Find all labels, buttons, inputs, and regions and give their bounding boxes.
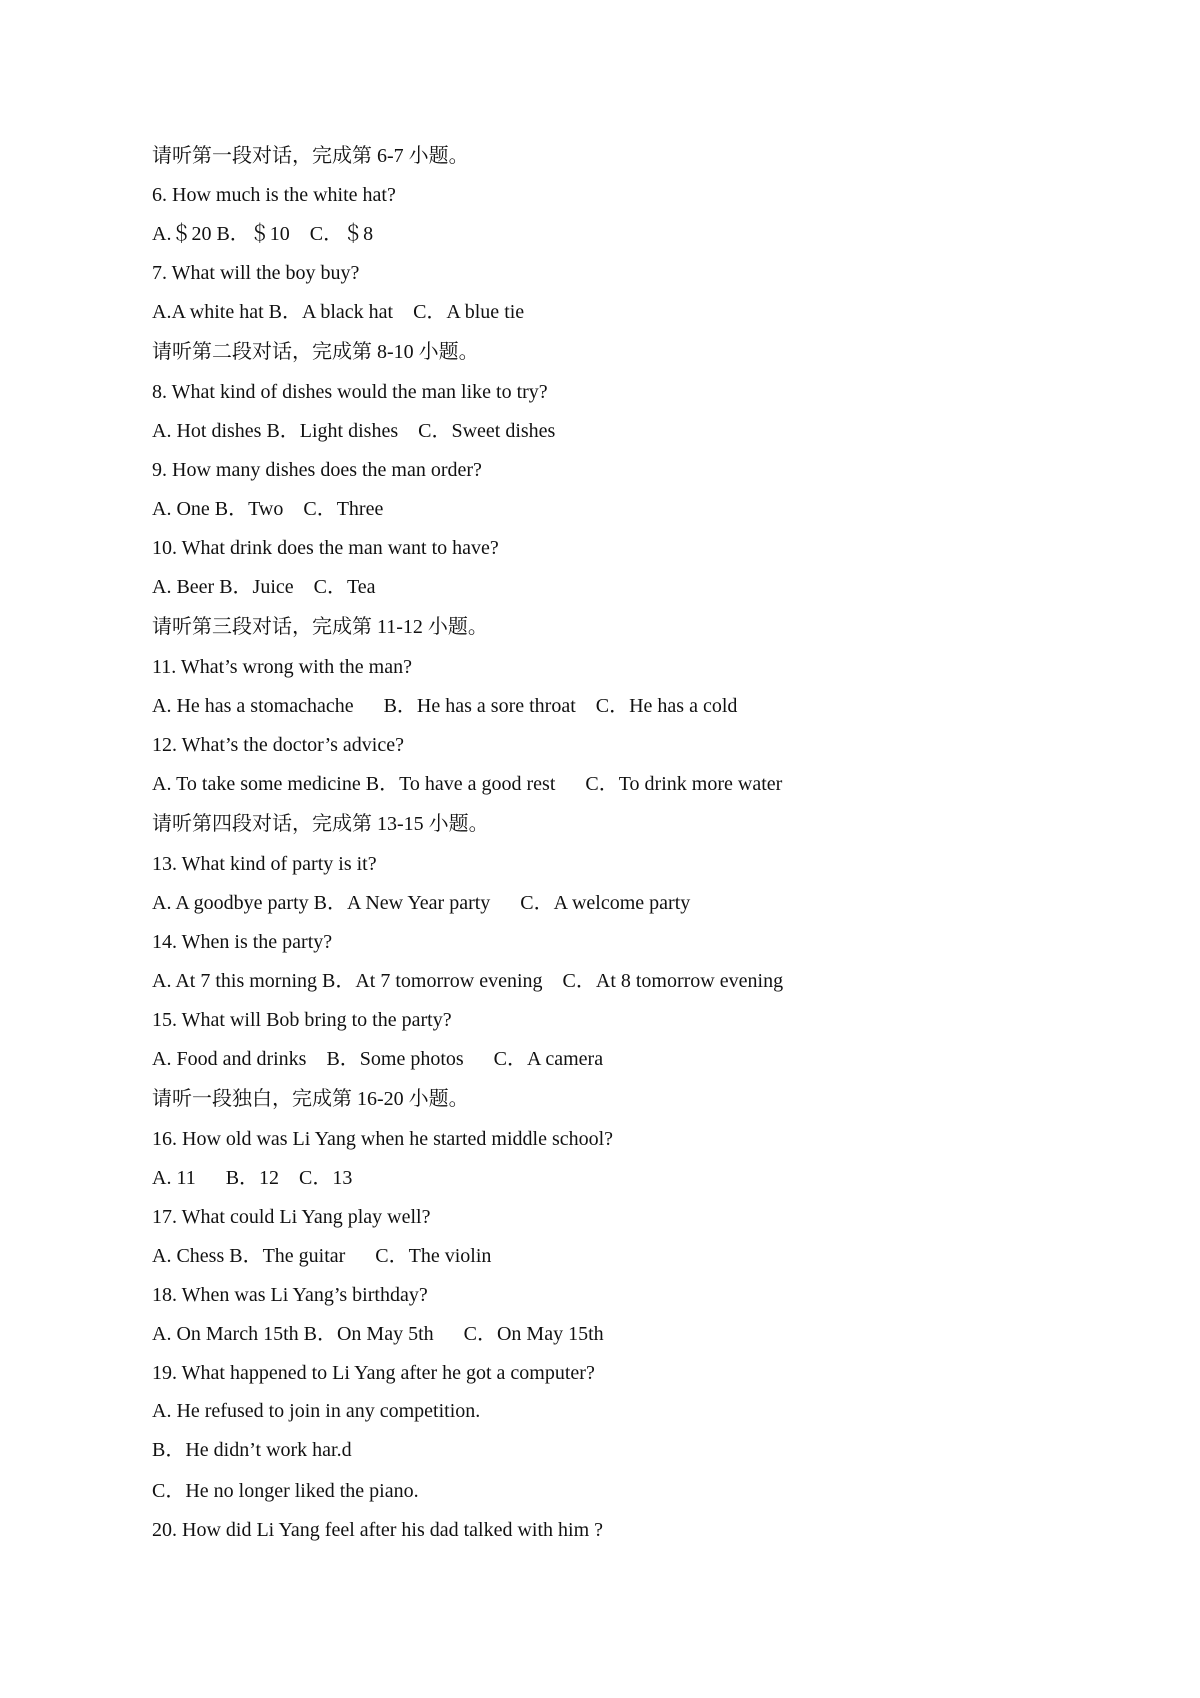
section-instruction-5: 请听一段独白，完成第 16-20 小题。: [152, 1088, 469, 1110]
question-17: 17. What could Li Yang play well?: [152, 1206, 431, 1228]
options-9: A. One B．Two C．Three: [152, 498, 384, 520]
options-10: A. Beer B．Juice C．Tea: [152, 576, 376, 598]
question-20: 20. How did Li Yang feel after his dad talked with him ?: [152, 1519, 604, 1541]
options-15: A. Food and drinks B．Some photos C．A camera: [152, 1048, 604, 1070]
options-16: A. 11 B．12 C．13: [152, 1167, 353, 1189]
options-17: A. Chess B．The guitar C．The violin: [152, 1245, 492, 1267]
option-19-b: B．He didn’t work har.d: [152, 1439, 352, 1461]
options-7: A.A white hat B．A black hat C．A blue tie: [152, 301, 525, 323]
section-instruction-1: 请听第一段对话，完成第 6-7 小题。: [152, 145, 469, 167]
option-19-a: A. He refused to join in any competition.: [152, 1400, 481, 1422]
options-18: A. On March 15th B．On May 5th C．On May 15th: [152, 1323, 604, 1345]
question-9: 9. How many dishes does the man order?: [152, 459, 482, 481]
question-10: 10. What drink does the man want to have?: [152, 537, 499, 559]
section-instruction-3: 请听第三段对话，完成第 11-12 小题。: [152, 616, 488, 638]
option-19-c: C．He no longer liked the piano.: [152, 1480, 419, 1502]
options-6: A.＄20 B．＄10 C．＄8: [152, 223, 374, 245]
options-11: A. He has a stomachache B．He has a sore throat C．He has a cold: [152, 695, 738, 717]
options-12: A. To take some medicine B．To have a good rest C．To drink more water: [152, 773, 783, 795]
question-12: 12. What’s the doctor’s advice?: [152, 734, 404, 756]
question-14: 14. When is the party?: [152, 931, 333, 953]
section-instruction-4: 请听第四段对话，完成第 13-15 小题。: [152, 813, 489, 835]
question-6: 6. How much is the white hat?: [152, 184, 396, 206]
options-13: A. A goodbye party B．A New Year party C．A welcome party: [152, 892, 691, 914]
question-19: 19. What happened to Li Yang after he got a computer?: [152, 1362, 595, 1384]
question-15: 15. What will Bob bring to the party?: [152, 1009, 452, 1031]
question-13: 13. What kind of party is it?: [152, 853, 377, 875]
options-8: A. Hot dishes B．Light dishes C．Sweet dishes: [152, 420, 556, 442]
question-16: 16. How old was Li Yang when he started middle school?: [152, 1128, 614, 1150]
question-11: 11. What’s wrong with the man?: [152, 656, 412, 678]
question-7: 7. What will the boy buy?: [152, 262, 360, 284]
question-18: 18. When was Li Yang’s birthday?: [152, 1284, 428, 1306]
options-14: A. At 7 this morning B．At 7 tomorrow evening C．At 8 tomorrow evening: [152, 970, 784, 992]
section-instruction-2: 请听第二段对话，完成第 8-10 小题。: [152, 341, 479, 363]
question-8: 8. What kind of dishes would the man like to try?: [152, 381, 548, 403]
